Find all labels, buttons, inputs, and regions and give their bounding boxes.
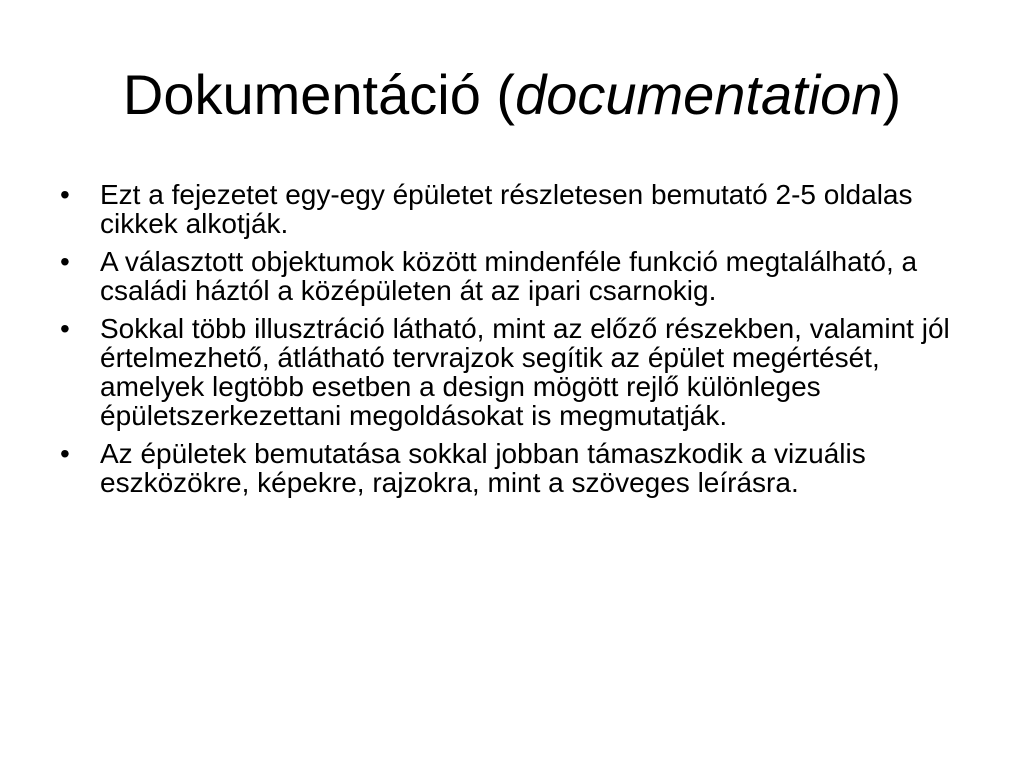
title-italic-text: documentation xyxy=(515,63,883,126)
bullet-marker: • xyxy=(60,313,70,344)
bullet-marker: • xyxy=(60,246,70,277)
bullet-text: A választott objektumok között mindenféle funkció megtalálható, a családi háztól a középületen át az ipari csarnokig. xyxy=(100,246,918,306)
slide-title xyxy=(0,62,1024,128)
bullet-marker: • xyxy=(60,179,70,210)
title-main-text: Dokumentáció ( xyxy=(122,63,516,126)
bullet-list xyxy=(60,180,965,506)
title-close-paren: ) xyxy=(882,63,902,126)
bullet-marker: • xyxy=(60,438,70,469)
bullet-text: Ezt a fejezetet egy-egy épületet részletesen bemutató 2-5 oldalas cikkek alkotják. xyxy=(100,179,913,239)
bullet-text: Az épületek bemutatása sokkal jobban támaszkodik a vizuális eszközökre, képekre, rajzokra, mint a szöveges leírásra. xyxy=(100,438,866,498)
bullet-item xyxy=(60,314,965,430)
bullet-item xyxy=(60,180,965,238)
bullet-text: Sokkal több illusztráció látható, mint az előző részekben, valamint jól értelmezhető, átlátható tervrajzok segítik az épület megértését, amelyek legtöbb esetben a design mögött rejlő különleges épületszerkezettani megoldásokat is megmutatják. xyxy=(100,313,950,431)
bullet-item xyxy=(60,247,965,305)
bullet-item xyxy=(60,439,965,497)
